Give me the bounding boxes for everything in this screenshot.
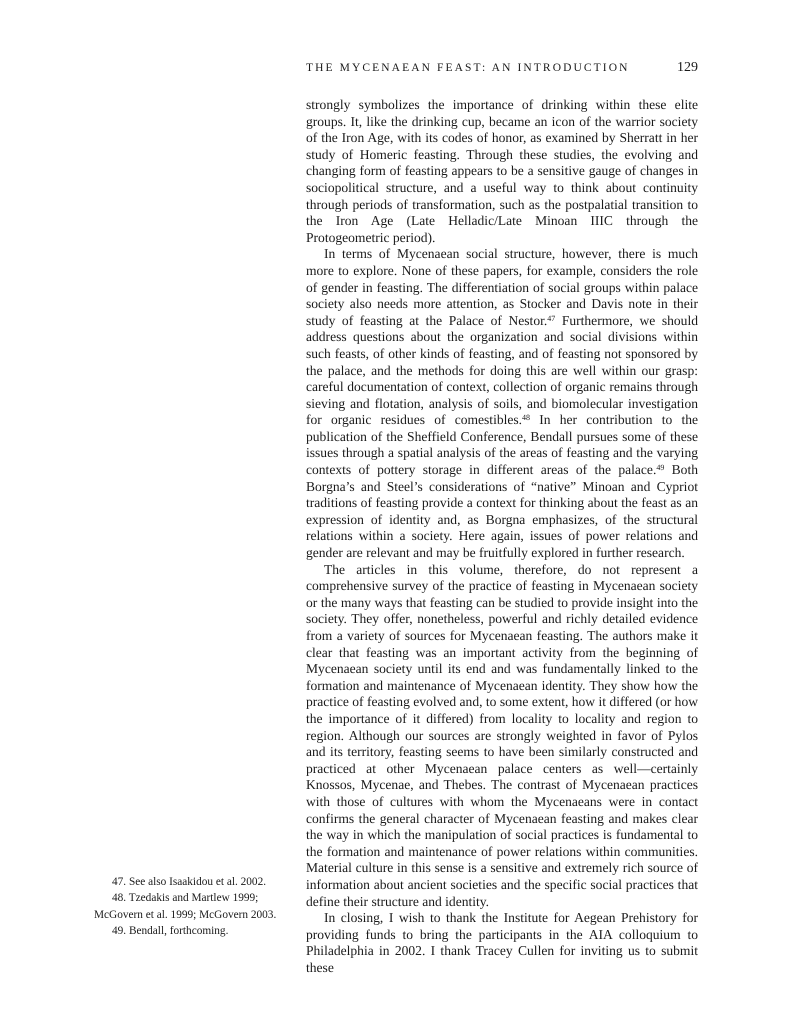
- footnote: 47. See also Isaakidou et al. 2002.: [112, 876, 267, 888]
- paragraph: In closing, I wish to thank the Institute for Aegean Prehistory for providing funds to bring the participants in the AIA colloquium to Philadelphia in 2002. I thank Tracey Cullen for inviting us to submit these: [306, 910, 698, 975]
- page-number: 129: [677, 60, 698, 75]
- body-text: [306, 97, 698, 976]
- paragraph: strongly symbolizes the importance of drinking within these elite groups. It, like the drinking cup, became an icon of the warrior society of the Iron Age, with its codes of honor, as examined by Sherratt in her study of Homeric feasting. Through these studies, the evolving and changing form of feasting appears to be a sensitive gauge of changes in sociopolitical structure, and a useful way to think about continuity through periods of transformation, such as the postpalatial transition to the Iron Age (Late Helladic/Late Minoan IIIC through the Protogeometric period).: [306, 97, 698, 245]
- footnote-ref[interactable]: 49: [656, 463, 665, 473]
- footnote: 49. Bendall, forthcoming.: [112, 925, 229, 938]
- footnote-ref[interactable]: 47: [547, 313, 556, 323]
- footnote: 48. Tzedakis and Martlew 1999; McGovern et al. 1999; McGovern 2003.: [94, 892, 277, 921]
- paragraph: The articles in this volume, therefore, do not represent a comprehensive survey of the practice of feasting in Mycenaean society or the many ways that feasting can be studied to provide insight into the society. They offer, nonetheless, powerful and richly detailed evidence from a variety of sources for Mycenaean feasting. The authors make it clear that feasting was an important activity from the beginning of Mycenaean society until its end and was fundamentally linked to the formation and maintenance of Mycenaean identity. They show how the practice of feasting evolved and, to some extent, how it differed (or how the importance of it differed) from locality to locality and region to region. Although our sources are strongly weighted in favor of Pylos and its territory, feasting seems to have been similarly constructed and practiced at other Mycenaean palace centers as well—certainly Knossos, Mycenae, and Thebes. The contrast of Mycenaean practices with those of cultures with whom the Mycenaeans were in contact confirms the general character of Mycenaean feasting and makes clear the way in which the manipulation of social practices is fundamental to the formation and maintenance of power relations within communities. Material culture in this sense is a sensitive and extremely rich source of information about ancient societies and the specific social practices that define their structure and identity.: [306, 561, 698, 909]
- footnote-ref[interactable]: 48: [522, 413, 531, 423]
- paragraph: In terms of Mycenaean social structure, however, there is much more to explore. None of these papers, for example, considers the role of gender in feasting. The differentiation of social groups within palace society also needs more attention, as Stocker and Davis note in their study of feasting at the Palace of Nestor.$^{47}$ Furthermore, we should address questions about the organization and social divisions within such feasts, of other kinds of feasting, and of feasting not sponsored by the palace, and the methods for doing this are well within our grasp: careful documentation of context, collection of organic remains through sieving and flotation, analysis of soils, and biomolecular investigation for organic residues of comestibles.$^{48}$ In her contribution to the publication of the Sheffield Conference, Bendall pursues some of these issues through a spatial analysis of the areas of feasting and the varying contexts of pottery storage in different areas of the palace.$^{49}$ Both Borgna’s and Steel’s considerations of “native” Minoan and Cypriot traditions of feasting provide a context for thinking about the feast as an expression of identity and, as Borgna emphasizes, of the structural relations within a society. Here again, issues of power relations and gender are relevant and may be fruitfully explored in further research.: [306, 246, 698, 561]
- footnotes: [94, 874, 284, 940]
- running-head: THE MYCENAEAN FEAST: AN INTRODUCTION: [306, 62, 630, 74]
